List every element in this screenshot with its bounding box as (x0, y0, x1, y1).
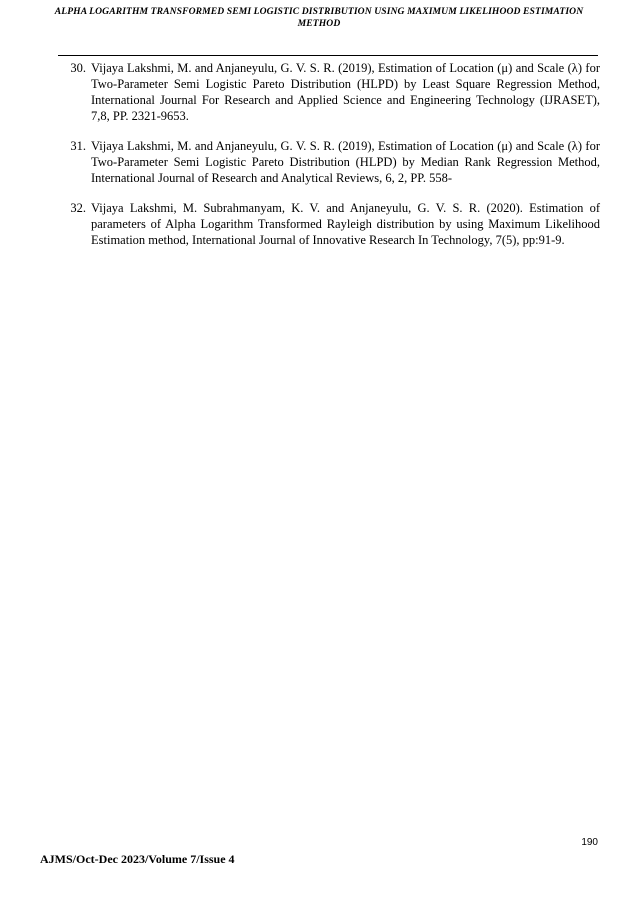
page-number: 190 (581, 837, 598, 848)
reference-number: 30. (70, 61, 86, 75)
reference-text: Vijaya Lakshmi, M. and Anjaneyulu, G. V. S. R. (2019), Estimation of Location (μ) and Scale (λ) for Two-Parameter Semi Logistic Pareto Distribution (HLPD) by Least Square Regression Method, International Journal For Research and Applied Science and Engineering Technology (IJRASET), 7,8, PP. 2321-9653. (91, 61, 600, 123)
header-divider (58, 55, 598, 56)
reference-number: 31. (70, 139, 86, 153)
journal-footer: AJMS/Oct-Dec 2023/Volume 7/Issue 4 (40, 852, 235, 866)
reference-item (58, 200, 600, 248)
reference-list (58, 60, 600, 262)
reference-item (58, 60, 600, 124)
running-header: ALPHA LOGARITHM TRANSFORMED SEMI LOGISTIC DISTRIBUTION USING MAXIMUM LIKELIHOOD ESTIMATION METHOD (54, 6, 584, 29)
reference-text: Vijaya Lakshmi, M. and Anjaneyulu, G. V. S. R. (2019), Estimation of Location (μ) and Scale (λ) for Two-Parameter Semi Logistic Pareto Distribution (HLPD) by Median Rank Regression Method, International Journal of Research and Analytical Reviews, 6, 2, PP. 558- (91, 139, 600, 185)
reference-text: Vijaya Lakshmi, M. Subrahmanyam, K. V. and Anjaneyulu, G. V. S. R. (2020). Estimation of parameters of Alpha Logarithm Transformed Rayleigh distribution by using Maximum Likelihood Estimation method, International Journal of Innovative Research In Technology, 7(5), pp:91-9. (91, 201, 600, 247)
reference-number: 32. (70, 201, 86, 215)
reference-item (58, 138, 600, 186)
